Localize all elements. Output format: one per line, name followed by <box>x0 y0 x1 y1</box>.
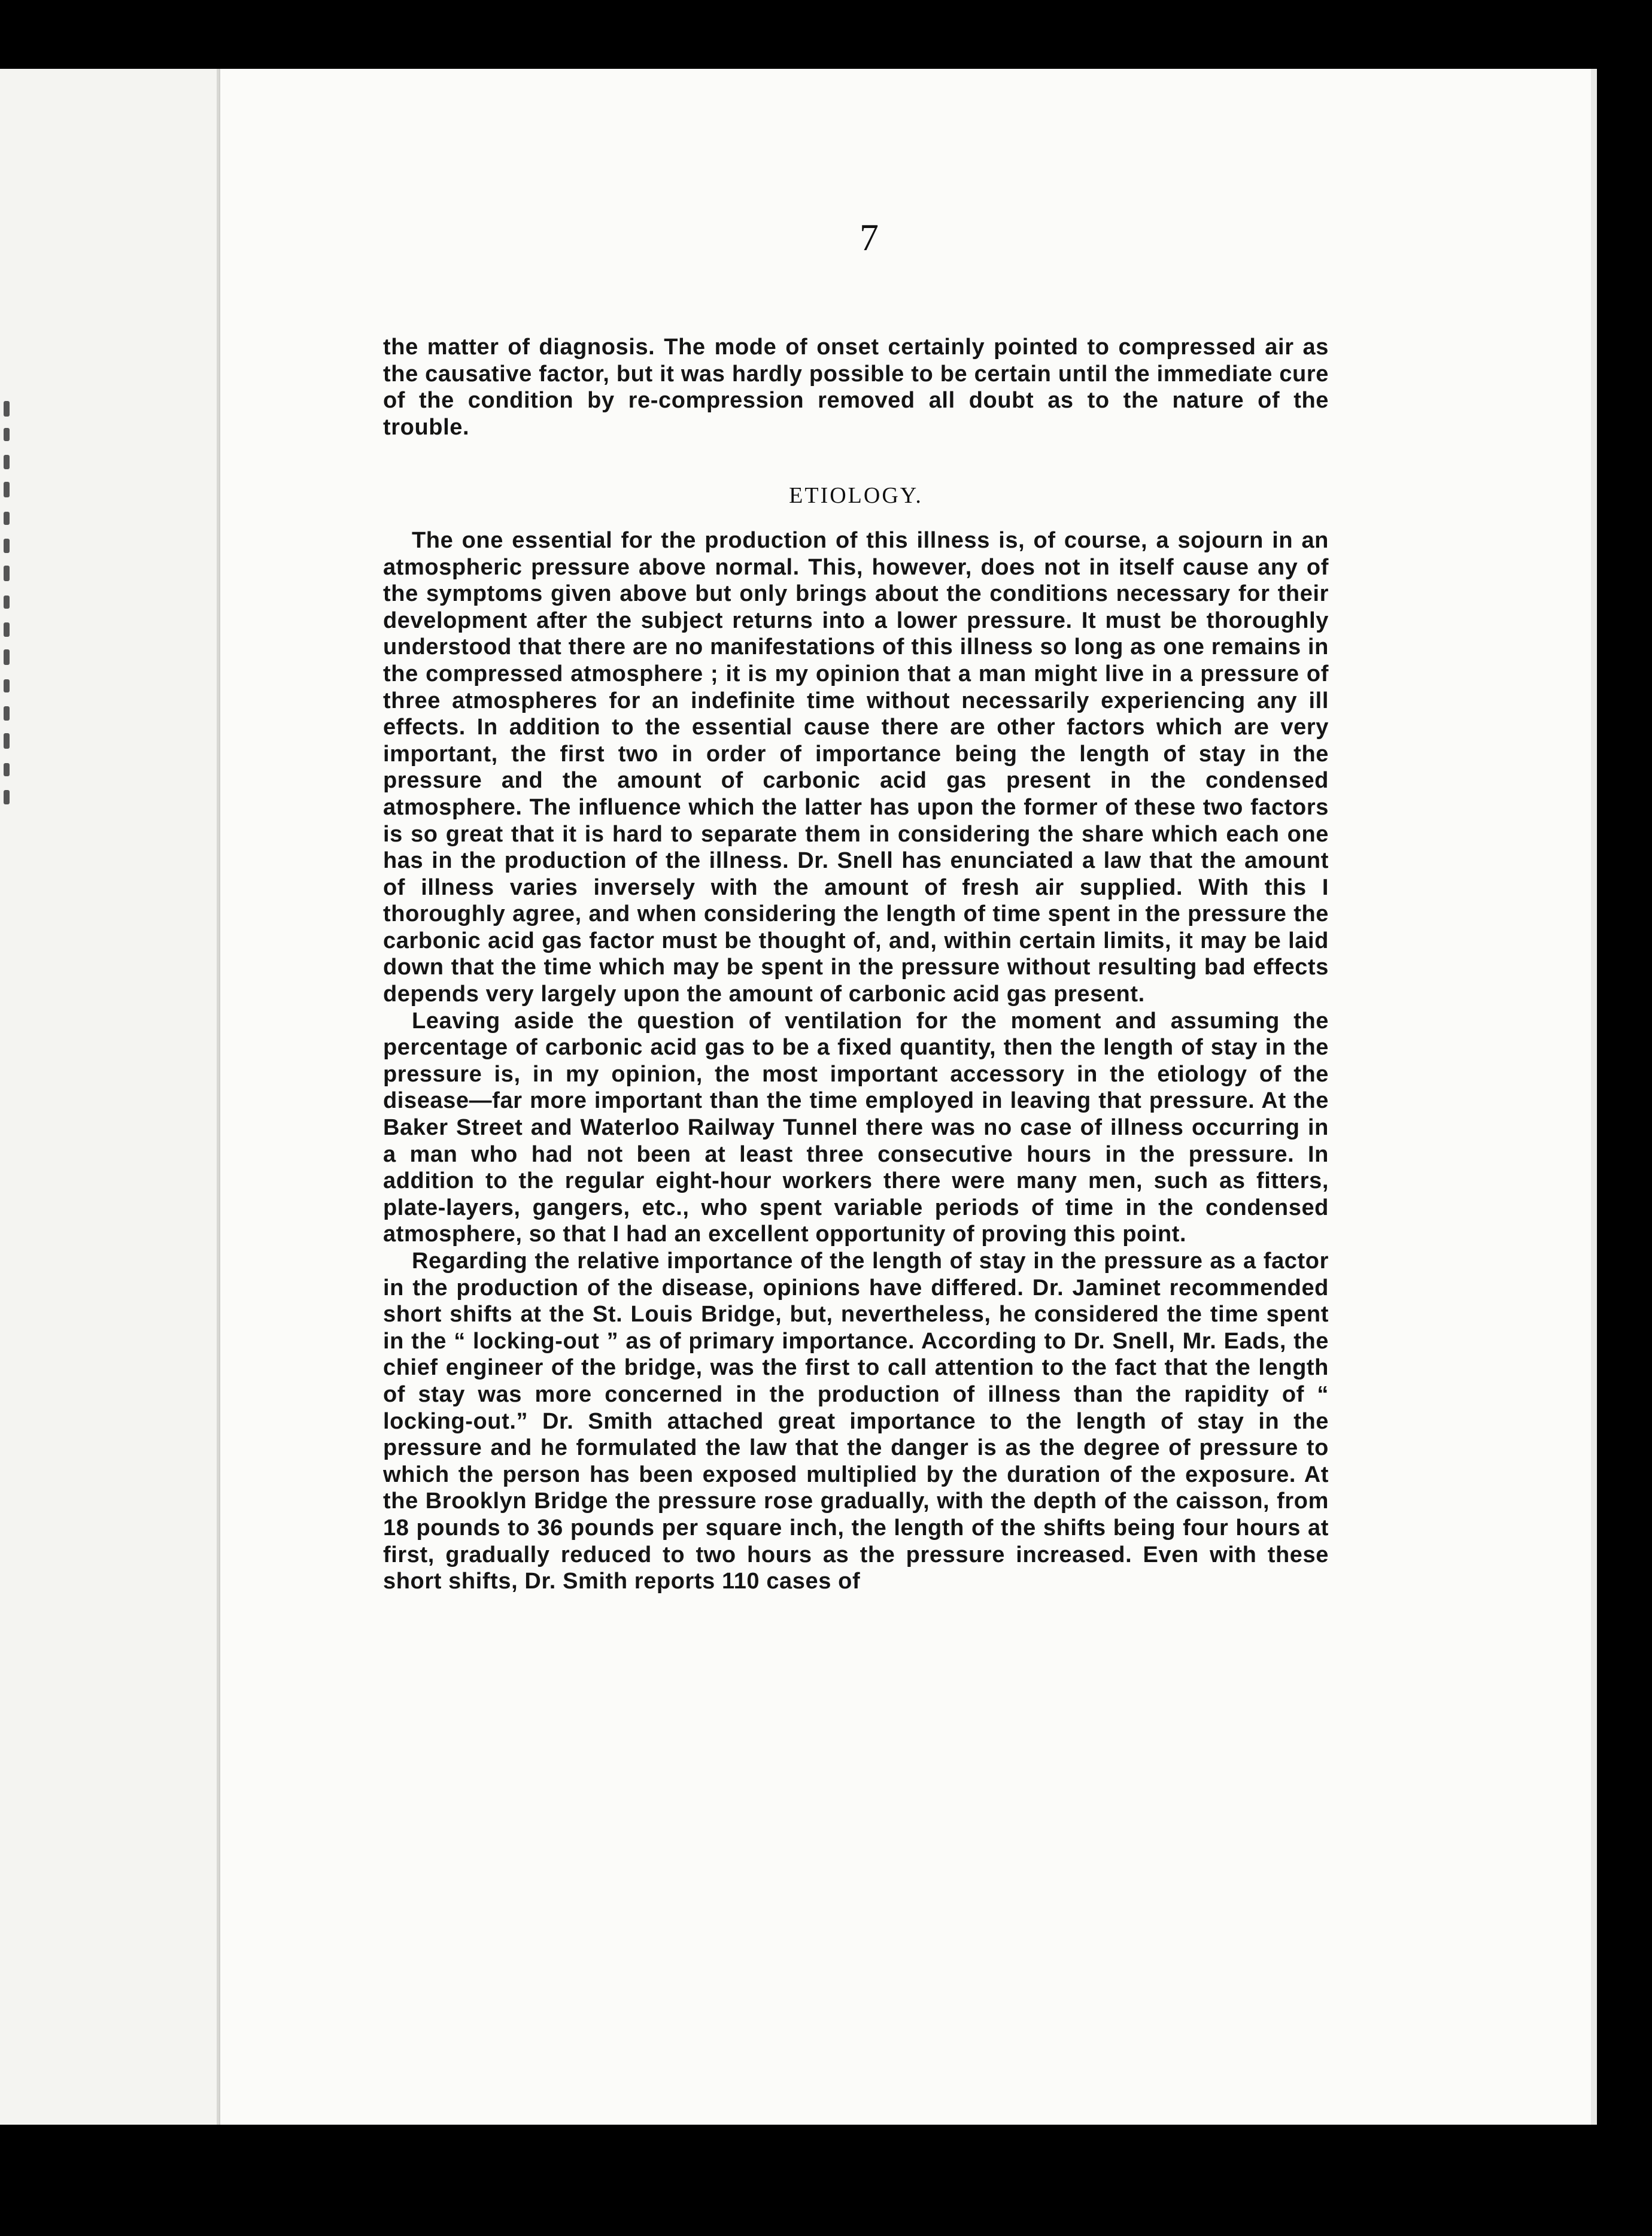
bleed-mark <box>4 512 10 525</box>
bleed-mark <box>4 679 10 692</box>
bleed-mark <box>4 482 10 497</box>
scan-border-bottom <box>0 2125 1652 2236</box>
bleed-mark <box>4 706 10 721</box>
paragraph: Regarding the relative importance of the length of stay in the pressure as a factor in the production of the disease, opinions have differed. Dr. Jaminet recommended short shifts at the St. Louis Bridge, but, nevertheless, he considered the time spent in the “ locking-out ” as of primary importance. According to Dr. Snell, Mr. Eads, the chief engineer of the bridge, was the first to call attention to the fact that the length of stay was more concerned in the production of illness than the rapidity of “ locking-out.” Dr. Smith attached great importance to the length of stay in the pressure and he formulated the law that the danger is as the degree of pressure to which the person has been exposed multiplied by the duration of the exposure. At the Brooklyn Bridge the pressure rose gradually, with the depth of the caisson, from 18 pounds to 36 pounds per square inch, the length of the shifts being four hours at first, gradually reduced to two hours as the pressure increased. Even with these short shifts, Dr. Smith reports 110 cases of <box>383 1248 1329 1594</box>
bleed-mark <box>4 539 10 553</box>
bleed-mark <box>4 649 10 665</box>
bleed-mark <box>4 455 10 469</box>
bleed-mark <box>4 401 10 417</box>
page-right-edge <box>1591 69 1597 2125</box>
bleed-mark <box>4 733 10 749</box>
bleed-mark <box>4 622 10 637</box>
section-heading: ETIOLOGY. <box>789 483 923 509</box>
bleed-mark <box>4 428 10 441</box>
bleed-mark <box>4 566 10 581</box>
paragraph-continued: the matter of diagnosis. The mode of onset certainly pointed to compressed air as the causative factor, but it was hardly possible to be certain until the immediate cure of the condition by re-compression removed all doubt as to the nature of the trouble. <box>383 335 1329 440</box>
bleed-mark <box>4 763 10 776</box>
page-text <box>383 334 1329 1595</box>
scan-border-top <box>0 0 1652 69</box>
paragraph: Leaving aside the question of ventilation for the moment and assuming the percentage of carbonic acid gas to be a fixed quantity, then the length of stay in the pressure is, in my opinion, the most important accessory in the etiology of the disease—far more important than the time employed in leaving that pressure. At the Baker Street and Waterloo Railway Tunnel there was no case of illness occurring in a man who had not been at least three consecutive hours in the pressure. In addition to the regular eight-hour workers there were many men, such as fitters, plate-layers, gangers, etc., who spent variable periods of time in the condensed atmosphere, so that I had an excellent opportunity of proving this point. <box>383 1008 1329 1247</box>
page-number: 7 <box>860 216 879 259</box>
facing-page-edge <box>0 69 219 2125</box>
paragraph: The one essential for the production of this illness is, of course, a sojourn in an atmospheric pressure above normal. This, however, does not in itself cause any of the symptoms given above but only brings about the conditions necessary for their development after the subject returns into a lower pressure. It must be thoroughly understood that there are no manifestations of this illness so long as one remains in the compressed atmosphere ; it is my opinion that a man might live in a pressure of three atmospheres for an indefinite time without necessarily experiencing any ill effects. In addition to the essential cause there are other factors which are very important, the first two in order of importance being the length of stay in the pressure and the amount of carbonic acid gas present in the condensed atmosphere. The influence which the latter has upon the former of these two factors is so great that it is hard to separate them in considering the share which each one has in the production of the illness. Dr. Snell has enunciated a law that the amount of illness varies inversely with the amount of fresh air supplied. With this I thoroughly agree, and when considering the length of time spent in the pressure the carbonic acid gas factor must be thought of, and, within certain limits, it may be laid down that the time which may be spent in the pressure without resulting bad effects depends very largely upon the amount of carbonic acid gas present. <box>383 527 1329 1007</box>
bleed-mark <box>4 596 10 609</box>
bleed-mark <box>4 790 10 804</box>
